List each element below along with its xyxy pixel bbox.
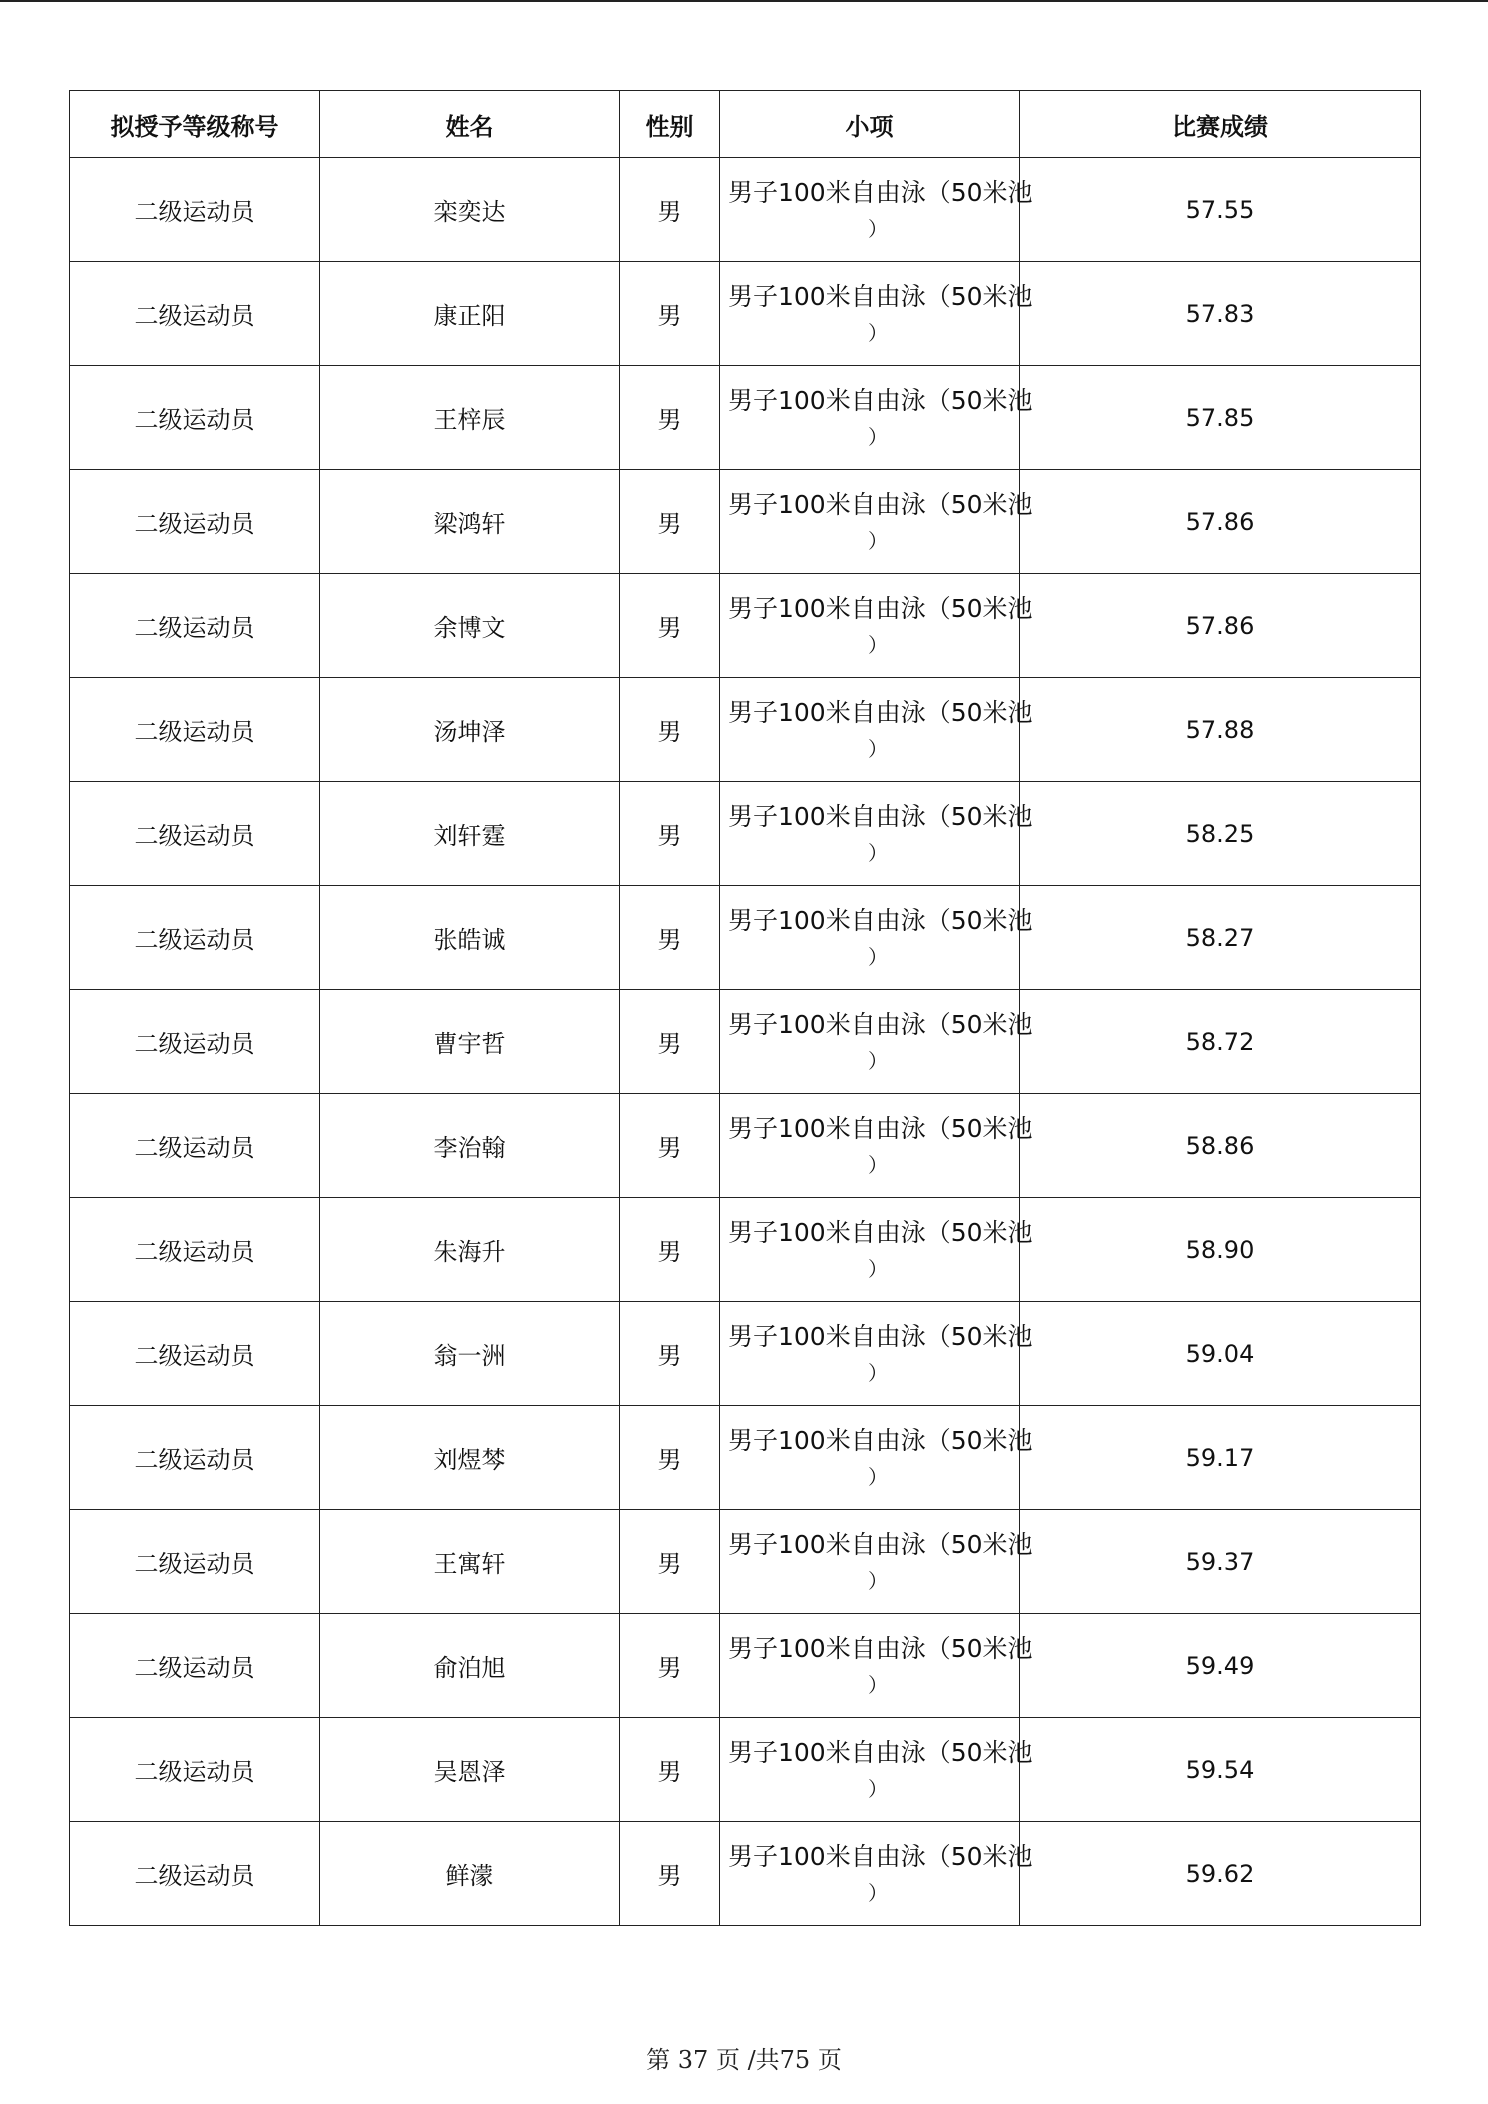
event-cell [720,782,1033,886]
sex-cell: 男 [620,1510,720,1614]
event-text [728,486,1033,553]
event-main-text: 男子100米自由泳（50米池 [728,1738,1033,1767]
event-text [728,1838,1033,1905]
event-cell [720,1406,1033,1510]
score-cell: 57.85 [1020,366,1421,470]
event-main-text: 男子100米自由泳（50米池 [728,594,1033,623]
event-text [728,902,1033,969]
table-row [70,990,1421,1094]
table-row [70,678,1421,782]
event-close-paren: ） [868,529,888,553]
level-cell: 二级运动员 [70,1822,320,1926]
level-cell: 二级运动员 [70,1614,320,1718]
event-text [728,1110,1033,1177]
score-cell: 59.54 [1020,1718,1421,1822]
name-cell: 康正阳 [320,262,620,366]
score-cell: 59.17 [1020,1406,1421,1510]
sex-cell: 男 [620,1094,720,1198]
event-main-text: 男子100米自由泳（50米池 [728,1322,1033,1351]
level-cell: 二级运动员 [70,262,320,366]
event-text [728,174,1033,241]
level-cell: 二级运动员 [70,1094,320,1198]
sex-cell: 男 [620,574,720,678]
sex-cell: 男 [620,1614,720,1718]
name-cell: 俞泊旭 [320,1614,620,1718]
level-cell: 二级运动员 [70,990,320,1094]
level-cell: 二级运动员 [70,158,320,262]
event-close-paren: ） [868,633,888,657]
score-cell: 59.37 [1020,1510,1421,1614]
name-cell: 张皓诚 [320,886,620,990]
event-text [728,1422,1033,1489]
name-cell: 吴恩泽 [320,1718,620,1822]
score-cell: 59.62 [1020,1822,1421,1926]
event-close-paren: ） [868,1673,888,1697]
table-row [70,366,1421,470]
sex-cell: 男 [620,782,720,886]
sex-cell: 男 [620,1198,720,1302]
event-cell [720,1302,1033,1406]
level-cell: 二级运动员 [70,1718,320,1822]
header-event: 小项 [720,91,1020,158]
header-sex: 性别 [620,91,720,158]
name-cell: 汤坤泽 [320,678,620,782]
header-name: 姓名 [320,91,620,158]
level-cell: 二级运动员 [70,678,320,782]
event-cell [720,1198,1033,1302]
name-cell: 王梓辰 [320,366,620,470]
score-cell: 57.86 [1020,574,1421,678]
event-text [728,1006,1033,1073]
name-cell: 栾奕达 [320,158,620,262]
event-text [728,694,1033,761]
event-close-paren: ） [868,1049,888,1073]
sex-cell: 男 [620,262,720,366]
event-close-paren: ） [868,841,888,865]
event-main-text: 男子100米自由泳（50米池 [728,1842,1033,1871]
table-row [70,1614,1421,1718]
event-close-paren: ） [868,1569,888,1593]
sex-cell: 男 [620,990,720,1094]
event-text [728,590,1033,657]
event-cell [720,678,1033,782]
level-cell: 二级运动员 [70,1198,320,1302]
athlete-grade-table [69,90,1421,1926]
name-cell: 朱海升 [320,1198,620,1302]
name-cell: 梁鸿轩 [320,470,620,574]
name-cell: 翁一洲 [320,1302,620,1406]
page-number: 第 37 页 /共75 页 [646,2046,842,2074]
event-close-paren: ） [868,1257,888,1281]
event-cell [720,1718,1033,1822]
event-cell [720,158,1033,262]
event-cell [720,1822,1033,1926]
event-main-text: 男子100米自由泳（50米池 [728,1114,1033,1143]
event-close-paren: ） [868,425,888,449]
event-close-paren: ） [868,1777,888,1801]
event-main-text: 男子100米自由泳（50米池 [728,1426,1033,1455]
table-row [70,782,1421,886]
level-cell: 二级运动员 [70,1302,320,1406]
event-cell [720,1094,1033,1198]
table-row [70,1302,1421,1406]
score-cell: 58.72 [1020,990,1421,1094]
score-cell: 57.83 [1020,262,1421,366]
table-row [70,574,1421,678]
event-main-text: 男子100米自由泳（50米池 [728,1634,1033,1663]
sex-cell: 男 [620,678,720,782]
event-cell [720,470,1033,574]
name-cell: 刘煜棽 [320,1406,620,1510]
event-close-paren: ） [868,217,888,241]
event-text [728,1630,1033,1697]
name-cell: 余博文 [320,574,620,678]
sex-cell: 男 [620,1822,720,1926]
score-cell: 58.90 [1020,1198,1421,1302]
event-cell [720,1510,1033,1614]
name-cell: 曹宇哲 [320,990,620,1094]
event-close-paren: ） [868,1153,888,1177]
table-row [70,1198,1421,1302]
event-cell [720,574,1033,678]
table-row [70,1094,1421,1198]
score-cell: 59.04 [1020,1302,1421,1406]
score-cell: 57.88 [1020,678,1421,782]
name-cell: 王寓轩 [320,1510,620,1614]
header-score: 比赛成绩 [1020,91,1421,158]
sex-cell: 男 [620,886,720,990]
event-main-text: 男子100米自由泳（50米池 [728,1218,1033,1247]
event-close-paren: ） [868,945,888,969]
table-row [70,886,1421,990]
level-cell: 二级运动员 [70,886,320,990]
event-close-paren: ） [868,1881,888,1905]
sex-cell: 男 [620,158,720,262]
event-cell [720,990,1033,1094]
table-row [70,470,1421,574]
event-main-text: 男子100米自由泳（50米池 [728,282,1033,311]
sex-cell: 男 [620,1406,720,1510]
event-cell [720,886,1033,990]
event-main-text: 男子100米自由泳（50米池 [728,906,1033,935]
event-main-text: 男子100米自由泳（50米池 [728,802,1033,831]
name-cell: 鲜濛 [320,1822,620,1926]
score-cell: 58.86 [1020,1094,1421,1198]
sex-cell: 男 [620,1302,720,1406]
score-cell: 58.25 [1020,782,1421,886]
score-cell: 59.49 [1020,1614,1421,1718]
sex-cell: 男 [620,366,720,470]
event-main-text: 男子100米自由泳（50米池 [728,178,1033,207]
event-cell [720,1614,1033,1718]
event-main-text: 男子100米自由泳（50米池 [728,490,1033,519]
event-close-paren: ） [868,1465,888,1489]
event-close-paren: ） [868,1361,888,1385]
name-cell: 刘轩霆 [320,782,620,886]
event-text [728,382,1033,449]
event-main-text: 男子100米自由泳（50米池 [728,698,1033,727]
score-cell: 58.27 [1020,886,1421,990]
score-cell: 57.86 [1020,470,1421,574]
sex-cell: 男 [620,470,720,574]
header-level: 拟授予等级称号 [70,91,320,158]
event-text [728,1734,1033,1801]
level-cell: 二级运动员 [70,574,320,678]
event-main-text: 男子100米自由泳（50米池 [728,386,1033,415]
page-top-border [0,0,1488,2]
event-cell [720,366,1033,470]
table-row [70,1822,1421,1926]
event-text [728,1214,1033,1281]
event-close-paren: ） [868,737,888,761]
table-header-row [70,91,1421,158]
level-cell: 二级运动员 [70,1510,320,1614]
event-main-text: 男子100米自由泳（50米池 [728,1010,1033,1039]
event-close-paren: ） [868,321,888,345]
table-row [70,1510,1421,1614]
event-text [728,278,1033,345]
score-cell: 57.55 [1020,158,1421,262]
table-row [70,1406,1421,1510]
table-row [70,1718,1421,1822]
table-body [70,158,1421,1926]
level-cell: 二级运动员 [70,470,320,574]
table-row [70,158,1421,262]
name-cell: 李治翰 [320,1094,620,1198]
event-text [728,1318,1033,1385]
level-cell: 二级运动员 [70,366,320,470]
event-main-text: 男子100米自由泳（50米池 [728,1530,1033,1559]
table-row [70,262,1421,366]
level-cell: 二级运动员 [70,1406,320,1510]
event-text [728,798,1033,865]
event-text [728,1526,1033,1593]
event-cell [720,262,1033,366]
sex-cell: 男 [620,1718,720,1822]
level-cell: 二级运动员 [70,782,320,886]
